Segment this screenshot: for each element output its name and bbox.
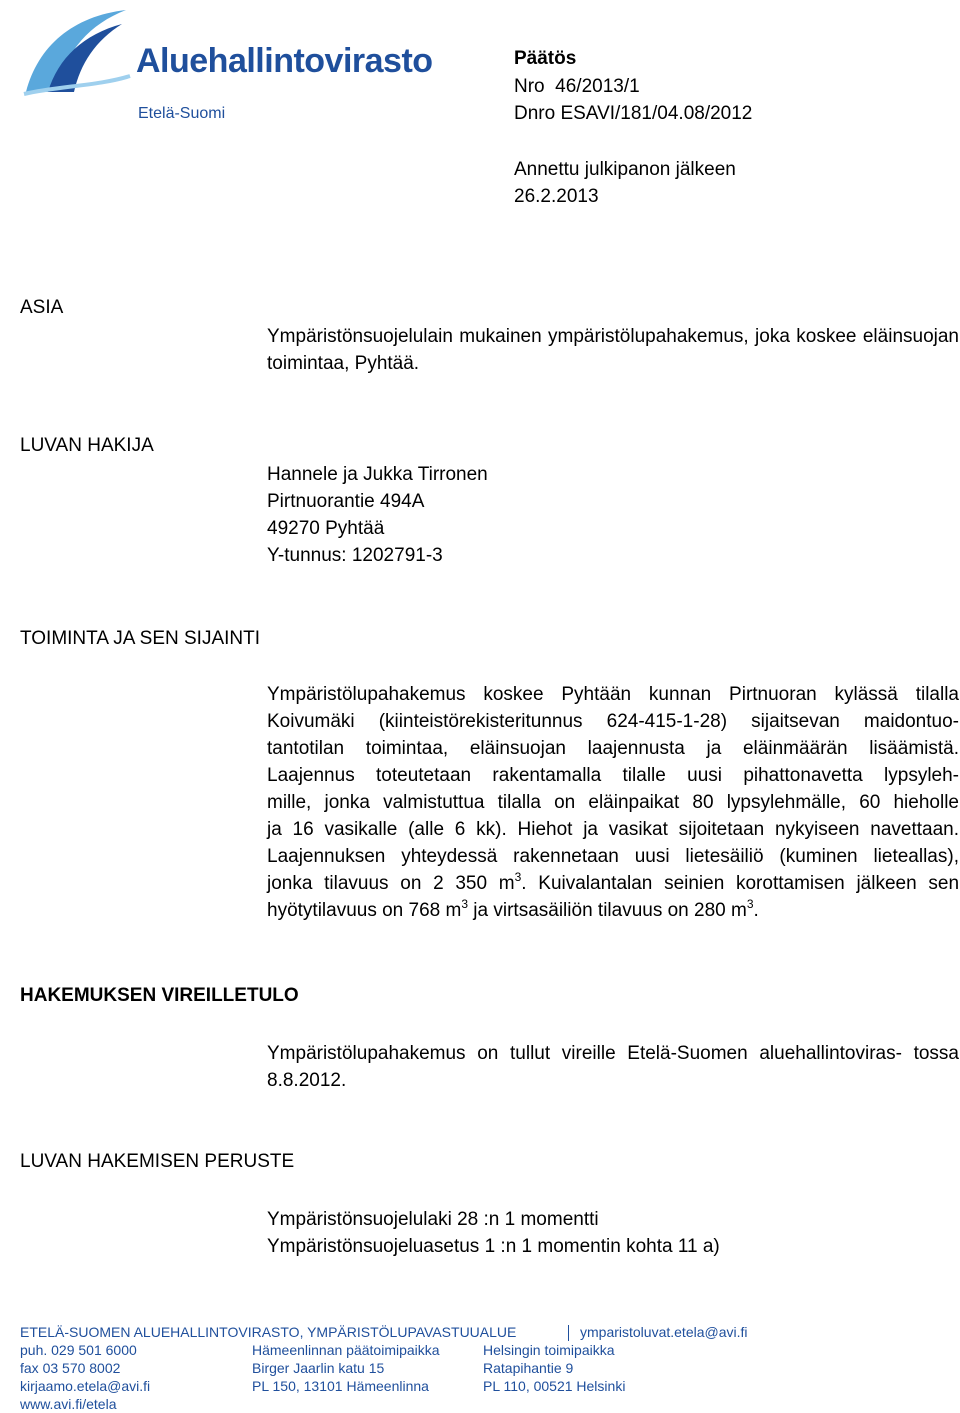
activity-line: tantotilan toimintaa, eläinsuojan laajennusta ja eläinmäärän lisäämistä. (267, 738, 959, 759)
footer-office-pobox: PL 150, 13101 Hämeenlinna (252, 1378, 429, 1394)
activity-line: Ympäristölupahakemus koskee Pyhtään kunnan Pirtnuoran kylässä tilalla (267, 684, 959, 705)
applicant-name: Hannele ja Jukka Tirronen (267, 464, 488, 485)
section-heading-hakija: LUVAN HAKIJA (20, 435, 154, 456)
vireilletulo-text: Ympäristölupahakemus on tullut vireille Etelä-Suomen aluehallintoviras- tossa 8.8.2012. (267, 1043, 959, 1091)
agency-logo (18, 6, 433, 96)
issued-label: Annettu julkipanon jälkeen (514, 159, 736, 180)
activity-line (267, 870, 959, 897)
footer-phone: puh. 029 501 6000 (20, 1342, 137, 1358)
document-type: Päätös (514, 48, 577, 69)
footer-divider (568, 1325, 569, 1341)
footer-office-street: Ratapihantie 9 (483, 1360, 574, 1376)
section-heading-asia: ASIA (20, 297, 64, 318)
activity-line: Laajennuksen yhteydessä rakennetaan uusi lietesäiliö (kuminen lieteallas), (267, 846, 959, 867)
footer-office-title: Helsingin toimipaikka (483, 1342, 615, 1358)
footer-unit-email[interactable]: ymparistoluvat.etela@avi.fi (580, 1324, 748, 1340)
activity-fragment: ja virtsasäiliön tilavuus on 280 m (468, 900, 747, 921)
issued-date: 26.2.2013 (514, 186, 599, 207)
applicant-postal: 49270 Pyhtää (267, 518, 385, 539)
activity-fragment: hyötytilavuus on 768 m (267, 900, 462, 921)
footer-registry-email[interactable]: kirjaamo.etela@avi.fi (20, 1378, 151, 1394)
activity-fragment: . Kuivalantalan seinien korottamisen jälkeen sen (521, 873, 960, 894)
activity-text (267, 681, 959, 924)
decision-number: Nro 46/2013/1 (514, 76, 640, 97)
logo-swoosh-icon (18, 6, 138, 101)
section-heading-toiminta: TOIMINTA JA SEN SIJAINTI (20, 628, 261, 649)
legal-basis-line: Ympäristönsuojeluasetus 1 :n 1 momentin kohta 11 a) (267, 1236, 720, 1257)
footer-office-street: Birger Jaarlin katu 15 (252, 1360, 385, 1376)
footer-hameenlinna-column (252, 1341, 440, 1395)
section-heading-vireilletulo: HAKEMUKSEN VIREILLETULO (20, 985, 299, 1006)
activity-line (267, 897, 959, 924)
applicant-street: Pirtnuorantie 494A (267, 491, 425, 512)
activity-line: Laajennus toteutetaan rakentamalla tilalle uusi pihattonavetta lypsyleh- (267, 765, 959, 786)
activity-fragment: . (753, 900, 759, 921)
activity-line: Koivumäki (kiinteistörekisteritunnus 624-415-1-28) sijaitsevan maidontuo- (267, 711, 959, 732)
footer-fax: fax 03 570 8002 (20, 1360, 121, 1376)
footer-office-pobox: PL 110, 00521 Helsinki (483, 1378, 626, 1394)
footer-org: ETELÄ-SUOMEN ALUEHALLINTOVIRASTO, YMPÄRISTÖLUPAVASTUUALUE (20, 1324, 517, 1340)
legal-basis-block (267, 1206, 959, 1260)
footer-contact-column (20, 1341, 150, 1413)
logo-wordmark: Aluehallintovirasto (136, 42, 433, 80)
asia-text: Ympäristönsuojelulain mukainen ympäristölupahakemus, joka koskee eläinsuojan toimintaa, Pyhtää. (267, 326, 959, 374)
activity-fragment: jonka tilavuus on 2 350 m (267, 873, 515, 894)
footer-office-title: Hämeenlinnan päätoimipaikka (252, 1342, 440, 1358)
superscript: 3 (746, 897, 754, 911)
activity-line: ja 16 vasikalle (alle 6 kk). Hiehot ja vasikat sijoitetaan nykyiseen navettaan. (267, 819, 959, 840)
superscript: 3 (514, 870, 522, 884)
footer-website[interactable]: www.avi.fi/etela (20, 1396, 117, 1412)
superscript: 3 (461, 897, 469, 911)
region-label: Etelä-Suomi (138, 105, 226, 122)
footer-helsinki-column (483, 1341, 625, 1395)
applicant-block (267, 461, 959, 569)
activity-line: mille, jonka valmistuttua tilalla on eläinpaikat 80 lypsylehmälle, 60 hieholle (267, 792, 959, 813)
section-heading-peruste: LUVAN HAKEMISEN PERUSTE (20, 1151, 295, 1172)
record-number: Dnro ESAVI/181/04.08/2012 (514, 103, 753, 124)
applicant-business-id: Y-tunnus: 1202791-3 (267, 545, 443, 566)
legal-basis-line: Ympäristönsuojelulaki 28 :n 1 momentti (267, 1209, 599, 1230)
